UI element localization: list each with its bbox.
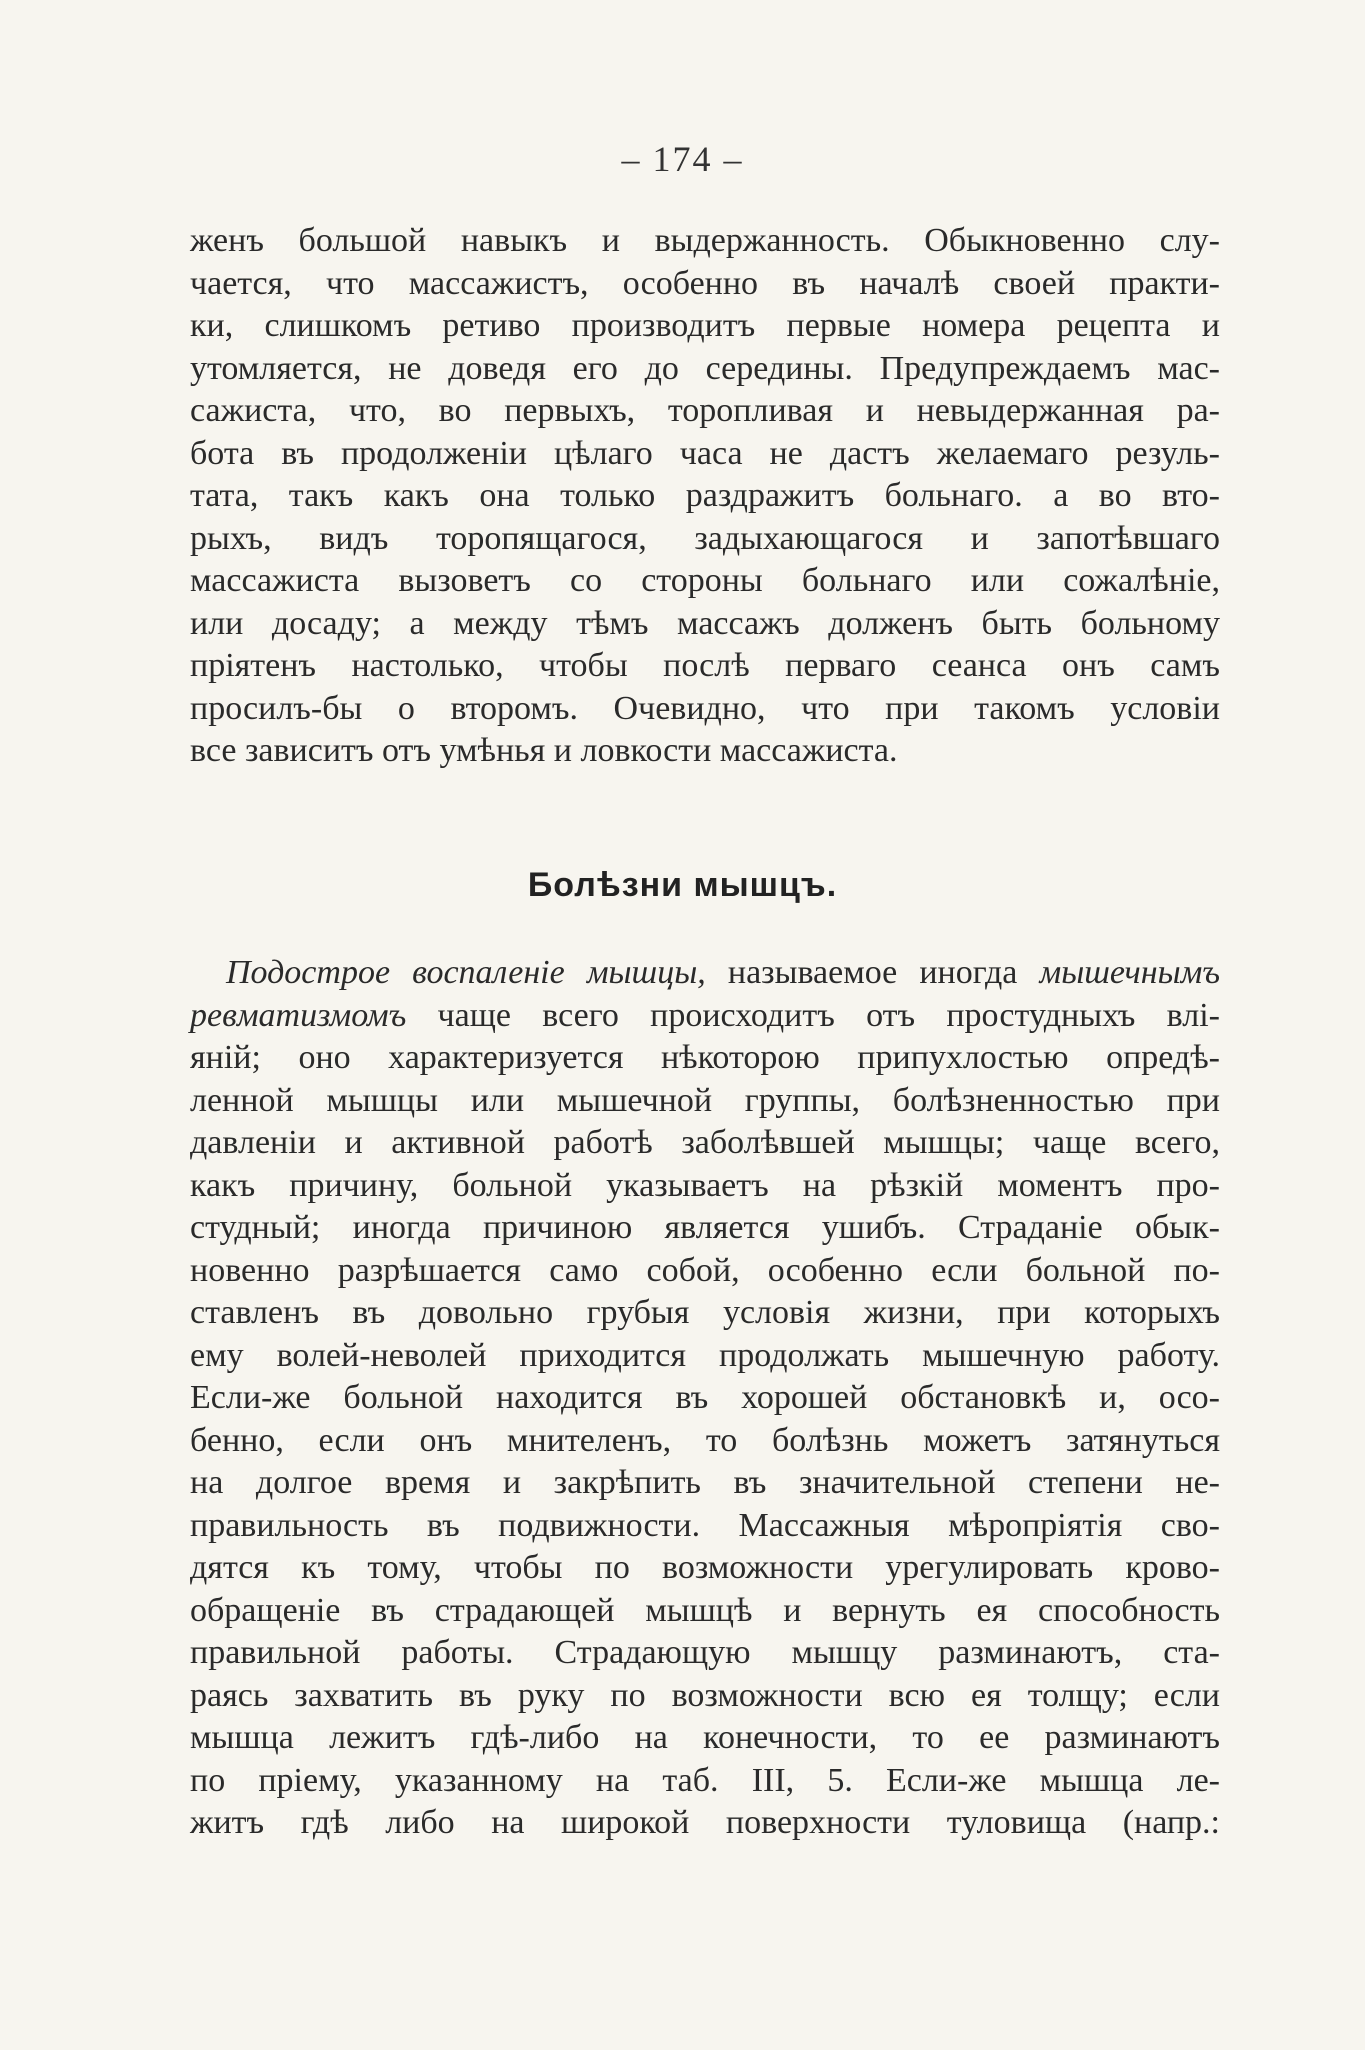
text-fragment: чаще всего происходитъ отъ простудныхъ влі- [406, 996, 1220, 1034]
page-number: – 174 – [621, 139, 744, 179]
text-line [190, 995, 1220, 1038]
text-line: бота въ продолженіи цѣлаго часа не дастъ желаемаго резуль- [190, 434, 1220, 472]
text-line: Если-же больной находится въ хорошей обстановкѣ и, осо- [190, 1379, 1220, 1416]
text-line: сажиста, что, во первыхъ, торопливая и невыдержанная ра- [190, 392, 1220, 429]
text-line: ставленъ въ довольно грубыя условія жизни, при которыхъ [190, 1294, 1220, 1331]
text-line: яній; оно характеризуется нѣкоторою припухлостью опредѣ- [190, 1039, 1220, 1076]
text-line: бенно, если онъ мнителенъ, то болѣзнь можетъ затянуться [190, 1421, 1220, 1459]
text-line: все зависитъ отъ умѣнья и ловкости массажиста. [190, 732, 898, 769]
italic-term: ревматизмомъ [190, 996, 407, 1034]
text-line: дятся къ тому, чтобы по возможности урегулировать крово- [190, 1549, 1220, 1586]
text-line: просилъ-бы о второмъ. Очевидно, что при такомъ условіи [190, 689, 1220, 727]
text-line: ленной мышцы или мышечной группы, болѣзненностью при [190, 1081, 1220, 1119]
text-line: обращеніе въ страдающей мышцѣ и вернуть ея способность [190, 1591, 1220, 1629]
text-line: пріятенъ настолько, чтобы послѣ перваго сеанса онъ самъ [190, 647, 1220, 684]
paragraph-muscle-diseases [190, 952, 1220, 1845]
text-line: ему волей-неволей приходится продолжать мышечную работу. [190, 1336, 1220, 1374]
section-heading: Болѣзни мышцъ. [527, 866, 838, 904]
italic-term: Подострое воспаленіе мышцы, [226, 954, 706, 991]
text-line: студный; иногда причиною является ушибъ. Страданіе обык- [190, 1209, 1220, 1246]
text-line: рыхъ, видъ торопящагося, задыхающагося и запотѣвшаго [190, 519, 1220, 557]
text-line: утомляется, не доведя его до середины. Предупреждаемъ мас- [190, 349, 1220, 387]
text-line: правильность въ подвижности. Массажныя мѣропріятія сво- [190, 1506, 1220, 1544]
text-line: по пріему, указанному на таб. III, 5. Если-же мышца ле- [190, 1761, 1220, 1799]
text-line: новенно разрѣшается само собой, особенно если больной по- [190, 1251, 1220, 1289]
text-fragment: называемое иногда [705, 954, 1040, 991]
text-line: или досаду; а между тѣмъ массажъ долженъ быть больному [190, 604, 1220, 642]
text-line: правильной работы. Страдающую мышцу разминаютъ, ста- [190, 1634, 1220, 1671]
text-line: женъ большой навыкъ и выдержанность. Обыкновенно слу- [190, 222, 1220, 259]
text-line: тата, такъ какъ она только раздражитъ больнаго. а во вто- [190, 477, 1220, 514]
text-line: какъ причину, больной указываетъ на рѣзкій моментъ про- [190, 1166, 1220, 1204]
text-line: раясь захватить въ руку по возможности всю ея толщу; если [190, 1676, 1220, 1714]
text-line: массажиста вызоветъ со стороны больнаго или сожалѣніе, [190, 562, 1220, 599]
text-line [190, 952, 1220, 995]
paragraph-continuation [190, 220, 1220, 773]
paragraph-lines [190, 1037, 1220, 1845]
text-line: мышца лежитъ гдѣ-либо на конечности, то ее разминаютъ [190, 1719, 1220, 1756]
text-line: чается, что массажистъ, особенно въ началѣ своей практи- [190, 264, 1220, 302]
italic-term: мышечнымъ [1039, 954, 1221, 991]
text-line: давленіи и активной работѣ заболѣвшей мышцы; чаще всего, [190, 1124, 1220, 1161]
text-line: житъ гдѣ либо на широкой поверхности туловища (напр.: [190, 1804, 1220, 1841]
text-line: ки, слишкомъ ретиво производитъ первые номера рецепта и [190, 307, 1220, 344]
text-line: на долгое время и закрѣпить въ значительной степени не- [190, 1464, 1220, 1501]
